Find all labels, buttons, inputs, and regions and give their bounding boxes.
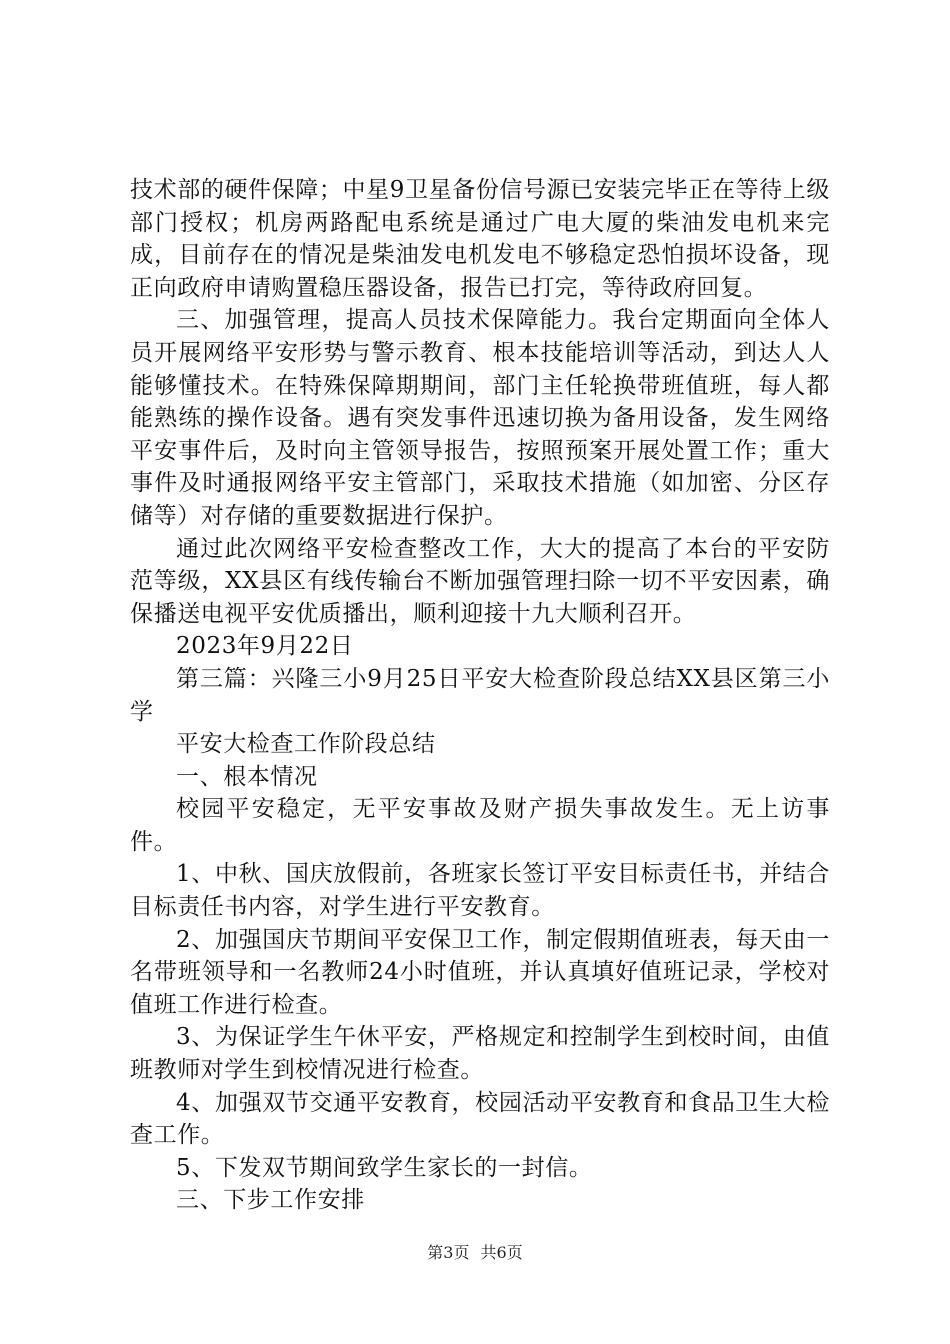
paragraph-strengthen-management: 三、加强管理，提高人员技术保障能力。我台定期面向全体人员开展网络平安形势与警示教育、根本技能培训等活动，到达人人能够懂技术。在特殊保障期期间，部门主任轮换带班值班，每人都能熟练的操作设备。遇有突发事件迅速切换为备用设备，发生网络平安事件后，及时向主管领导报告，按照预案开展处置工作；重大事件及时通报网络平安主管部门，采取技术措施（如加密、分区存储等）对存储的重要数据进行保护。 [130,307,830,529]
heading-basic-situation: 一、根本情况 [176,763,318,790]
page-number: 第3页 [427,1243,470,1262]
paragraph-inspection-result: 通过此次网络平安检查整改工作，大大的提高了本台的平安防范等级，XX县区有线传输台不断加强管理扫除一切不平安因素，确保播送电视平安优质播出，顺利迎接十九大顺利召开。 [130,535,830,627]
paragraph-campus-stable: 校园平安稳定，无平安事故及财产损失事故发生。无上访事件。 [130,796,830,855]
document-body [130,174,830,1217]
page-total: 共6页 [480,1243,523,1262]
list-item-5: 5、下发双节期间致学生家长的一封信。 [176,1154,593,1181]
list-item-4: 4、加强双节交通平安教育，校园活动平安教育和食品卫生大检查工作。 [130,1089,830,1149]
page-footer [0,1240,950,1263]
document-subtitle: 平安大检查工作阶段总结 [176,731,436,758]
paragraph-hardware-guarantee: 技术部的硬件保障；中星9卫星备份信号源已安装完毕正在等待上级部门授权；机房两路配电系统是通过广电大厦的柴油发电机来完成，目前存在的情况是柴油发电机发电不够稳定恐怕损坏设备，现正向政府申请购置稳压器设备，报告已打完，等待政府回复。 [130,177,830,301]
paragraph-date: 2023年9月22日 [176,633,354,660]
list-item-2: 2、加强国庆节期间平安保卫工作，制定假期值班表，每天由一名带班领导和一名教师24小时值班，并认真填好值班记录，学校对值班工作进行检查。 [130,926,830,1018]
list-item-1: 1、中秋、国庆放假前，各班家长签订平安目标责任书，并结合目标责任书内容，对学生进行平安教育。 [130,861,830,921]
heading-next-steps: 三、下步工作安排 [176,1187,365,1214]
section-heading-part-three: 第三篇：兴隆三小9月25日平安大检查阶段总结XX县区第三小学 [130,665,830,725]
list-item-3: 3、为保证学生午休平安，严格规定和控制学生到校时间，由值班教师对学生到校情况进行检查。 [130,1024,830,1084]
